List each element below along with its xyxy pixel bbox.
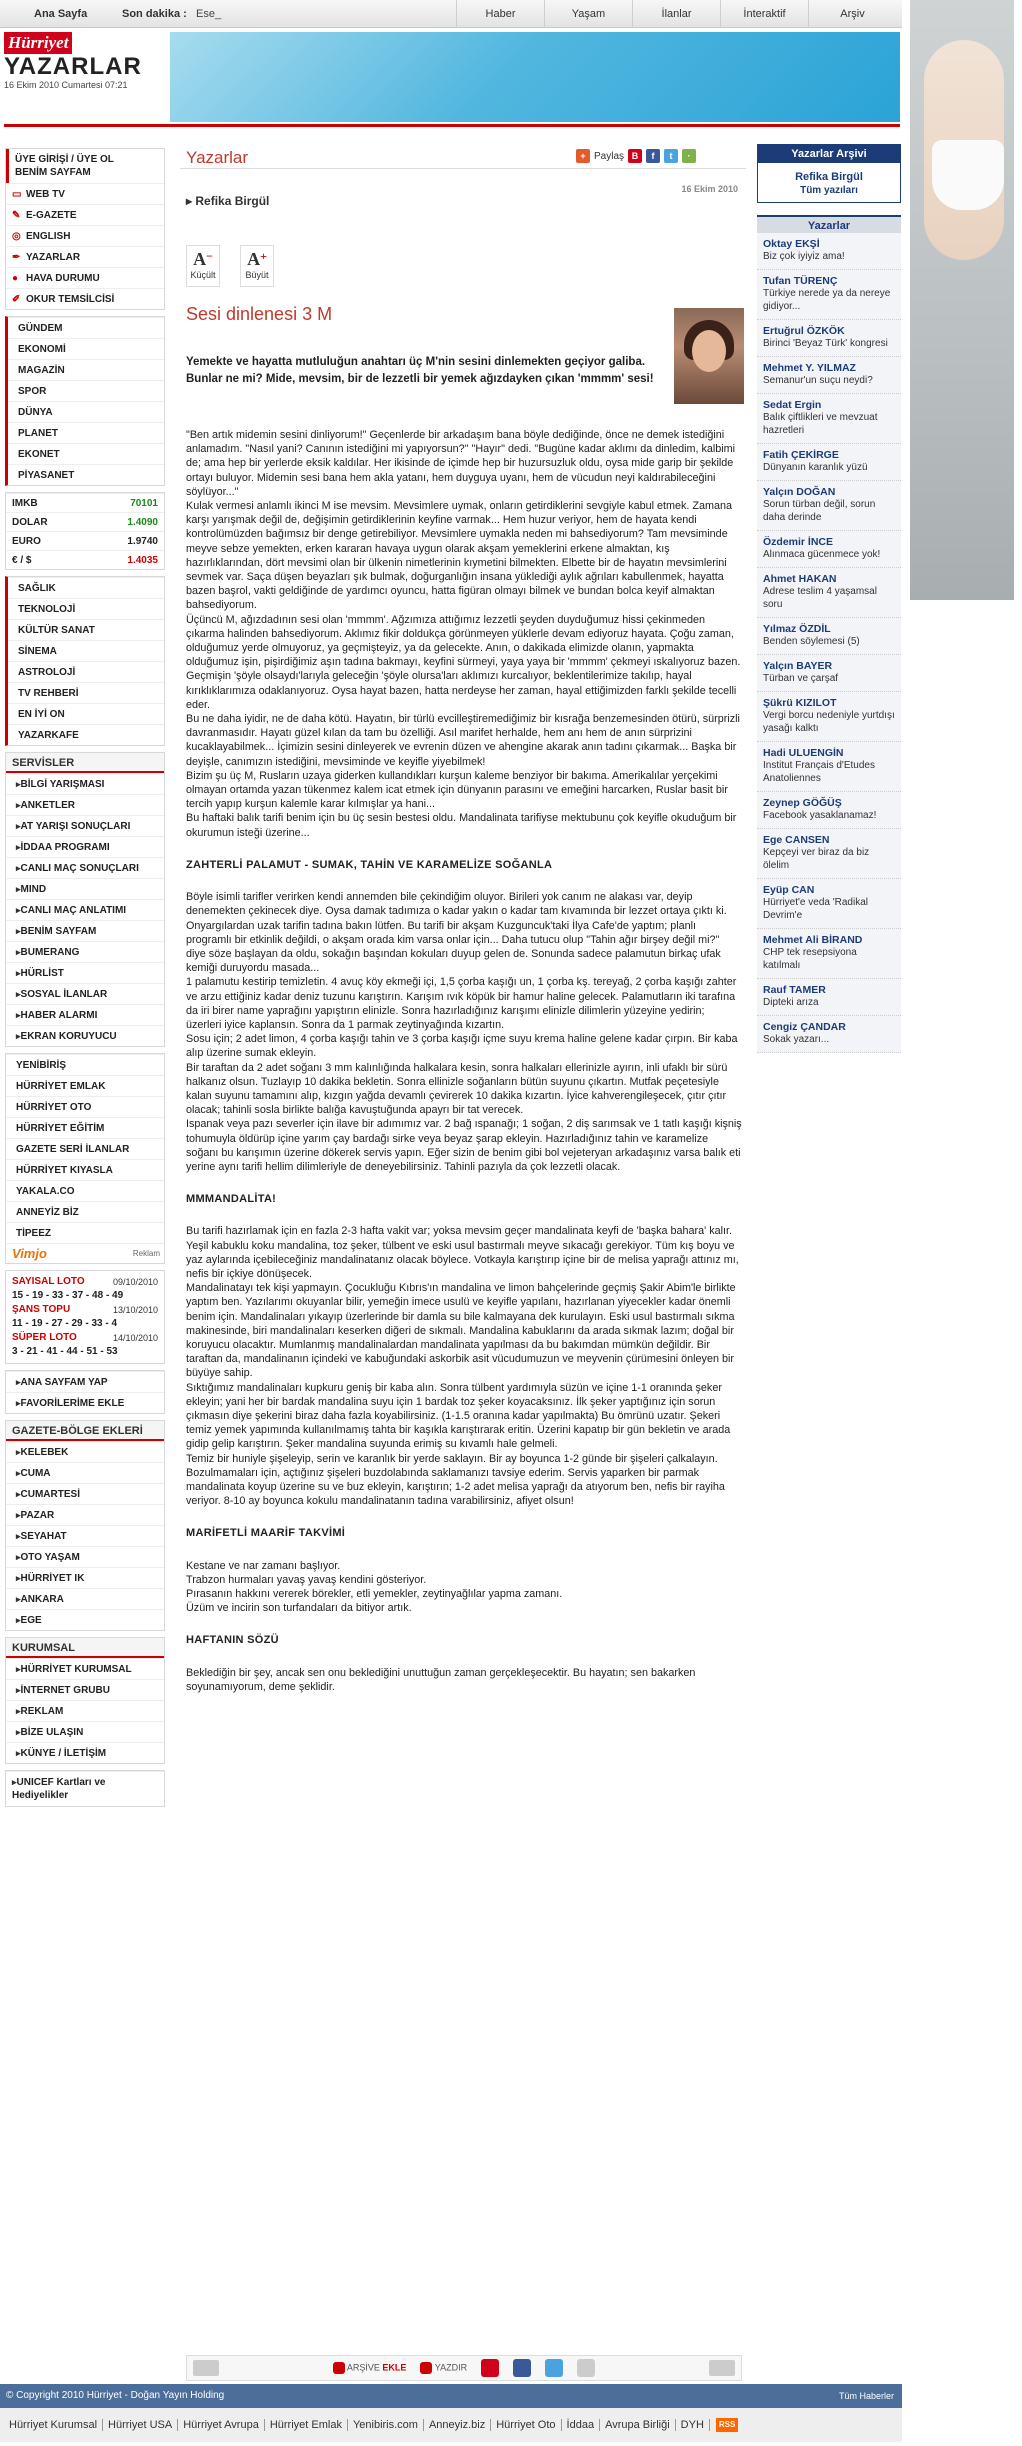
nav-item[interactable]: İlanlar xyxy=(632,0,720,28)
corporate-link[interactable]: ▸ KÜNYE / İLETİŞİM xyxy=(6,1742,164,1763)
top-button[interactable] xyxy=(709,2360,735,2376)
footer-link[interactable]: Hürriyet Emlak xyxy=(265,2419,348,2431)
regional-link[interactable]: ▸ CUMA xyxy=(6,1462,164,1483)
footer-link[interactable]: Yenibiris.com xyxy=(348,2419,424,2431)
service-label: WEB TV xyxy=(26,189,65,200)
topic-link[interactable]: SAĞLIK xyxy=(8,577,164,598)
footer-links xyxy=(0,2408,902,2442)
print-icon xyxy=(420,2362,432,2374)
writer-article-title[interactable]: Benden söylemesi (5) xyxy=(763,636,860,647)
writer-item[interactable] xyxy=(757,568,901,618)
service-link[interactable]: ▸ SOSYAL İLANLAR xyxy=(6,983,164,1004)
corporate-box xyxy=(5,1637,165,1764)
article-date: 16 Ekim 2010 xyxy=(681,184,738,194)
writer-list xyxy=(757,233,901,1053)
ad-image-detail xyxy=(932,140,1004,210)
topic-link[interactable]: TEKNOLOJİ xyxy=(8,598,164,619)
regional-link[interactable]: ▸ CUMARTESİ xyxy=(6,1483,164,1504)
lottery-box xyxy=(5,1270,165,1364)
regional-link[interactable]: ▸ OTO YAŞAM xyxy=(6,1546,164,1567)
market-row xyxy=(6,550,164,569)
rss-icon[interactable]: RSS xyxy=(716,2418,738,2432)
author-name[interactable]: ▸ Refika Birgül xyxy=(186,194,270,208)
writer-article-title[interactable]: Sokak yazarı... xyxy=(763,1034,830,1045)
font-decrease-button[interactable] xyxy=(186,245,220,287)
left-sidebar xyxy=(5,148,165,1813)
writer-item[interactable] xyxy=(757,481,901,531)
writer-article-title[interactable]: Adrese teslim 4 yaşamsal soru xyxy=(763,586,877,610)
writer-name[interactable]: Ertuğrul ÖZKÖK xyxy=(763,325,845,337)
service-item[interactable] xyxy=(6,204,164,225)
body-paragraph: Kestane ve nar zamanı başlıyor. Trabzon hurmaları yavaş yavaş kendini gösteriyor. Pırasanın hakkını vererek börekler, etli yemekler, zeytinyağlılar yapma zamanı. Üzüm ve incirin son turfandaları da bitiyor artık. xyxy=(186,1559,563,1615)
market-row xyxy=(6,493,164,512)
ad-label: Reklam xyxy=(132,1249,160,1258)
corporate-link[interactable]: ▸ HÜRRİYET KURUMSAL xyxy=(6,1658,164,1679)
writer-item[interactable] xyxy=(757,444,901,481)
lottery-header xyxy=(12,1303,158,1317)
regional-link[interactable]: ▸ PAZAR xyxy=(6,1504,164,1525)
lottery-name: SÜPER LOTO xyxy=(12,1332,77,1343)
partner-link[interactable]: HÜRRİYET OTO xyxy=(6,1096,164,1117)
login-link[interactable]: ÜYE GİRİŞİ / ÜYE OL BENİM SAYFAM xyxy=(6,149,164,183)
misc-link[interactable]: ▸ ANA SAYFAM YAP xyxy=(6,1371,164,1392)
add-label: EKLE xyxy=(382,2362,407,2373)
service-label: YAZARLAR xyxy=(26,252,81,263)
regional-title: GAZETE-BÖLGE EKLERİ xyxy=(6,1421,164,1441)
facebook-icon[interactable]: f xyxy=(646,149,660,163)
partner-links xyxy=(6,1054,164,1243)
service-label: OKUR TEMSİLCİSİ xyxy=(26,294,115,305)
writer-item[interactable] xyxy=(757,531,901,568)
font-increase-label: Büyüt xyxy=(245,270,269,280)
author-label: Refika Birgül xyxy=(195,194,270,208)
section-link[interactable]: GÜNDEM xyxy=(8,317,164,338)
writer-article-title[interactable]: Dipteki arıza xyxy=(763,997,819,1008)
writer-item[interactable] xyxy=(757,829,901,879)
font-decrease-label: Küçült xyxy=(190,270,216,280)
service-item[interactable] xyxy=(6,225,164,246)
nav-item[interactable]: Yaşam xyxy=(544,0,632,28)
service-link[interactable]: ▸ CANLI MAÇ SONUÇLARI xyxy=(6,857,164,878)
writer-name[interactable]: Hadi ULUENGİN xyxy=(763,747,844,759)
font-increase-icon: A+ xyxy=(247,249,267,269)
writer-article-title[interactable]: CHP tek resepsiyona katılmalı xyxy=(763,947,857,971)
right-sidebar xyxy=(757,144,901,1053)
writer-name[interactable]: Mehmet Y. YILMAZ xyxy=(763,362,856,374)
service-label: ENGLISH xyxy=(26,231,71,242)
body-paragraph: Beklediğin bir şey, ancak sen onu beklediğini unuttuğun zaman gerçekleşecektir. Bu hayatın; sen bakarken soyunamıyorum, deme şeklidir. xyxy=(186,1666,696,1693)
page-title: Yazarlar xyxy=(186,148,249,167)
partner-link[interactable]: YENİBİRİŞ xyxy=(6,1054,164,1075)
corporate-link[interactable]: ▸ REKLAM xyxy=(6,1700,164,1721)
partners-box xyxy=(5,1053,165,1264)
lottery-header xyxy=(12,1331,158,1345)
writer-name[interactable]: Tufan TÜRENÇ xyxy=(763,275,838,287)
footer-link[interactable]: Hürriyet Kurumsal xyxy=(4,2419,103,2431)
services-links xyxy=(6,773,164,1046)
share-bar xyxy=(576,146,748,166)
writer-item[interactable] xyxy=(757,357,901,394)
service-link[interactable]: ▸ EKRAN KORUYUCU xyxy=(6,1025,164,1046)
back-button[interactable] xyxy=(193,2360,219,2376)
service-list xyxy=(6,183,164,309)
writer-name[interactable]: Sedat Ergin xyxy=(763,399,822,411)
writer-item[interactable] xyxy=(757,692,901,742)
service-link[interactable]: ▸ ANKETLER xyxy=(6,794,164,815)
writer-item[interactable] xyxy=(757,879,901,929)
footer-link[interactable]: Avrupa Birliği xyxy=(600,2419,676,2431)
writer-item[interactable] xyxy=(757,233,901,270)
regional-link[interactable]: ▸ KELEBEK xyxy=(6,1441,164,1462)
globe-icon: ◎ xyxy=(12,231,21,242)
service-item[interactable] xyxy=(6,267,164,288)
section-link[interactable]: EKONET xyxy=(8,443,164,464)
article-body xyxy=(186,428,742,1694)
section-heading: HAFTANIN SÖZÜ xyxy=(186,1634,279,1647)
lottery-numbers: 11 - 19 - 27 - 29 - 33 - 4 xyxy=(12,1318,118,1329)
partner-link[interactable]: TİPEEZ xyxy=(6,1222,164,1243)
print-button[interactable] xyxy=(420,2362,467,2374)
services-title: SERVİSLER xyxy=(6,753,164,773)
font-size-controls xyxy=(186,245,274,287)
writer-article-title[interactable]: Alınmaca gücenmece yok! xyxy=(763,549,881,560)
corporate-links xyxy=(6,1658,164,1763)
market-value: 1.4035 xyxy=(127,555,158,566)
article-title: Sesi dinlenesi 3 M xyxy=(186,304,333,324)
topic-link[interactable]: EN İYİ ON xyxy=(8,703,164,724)
header-divider xyxy=(4,124,900,127)
mail-icon[interactable] xyxy=(577,2359,595,2377)
footer-link[interactable]: Anneyiz.biz xyxy=(424,2419,491,2431)
writer-article-title[interactable]: Facebook yasaklanamaz! xyxy=(763,810,877,821)
breaking-news-label: Son dakika : xyxy=(122,8,187,20)
section-link[interactable]: PİYASANET xyxy=(8,464,164,485)
writer-name[interactable]: Yalçın BAYER xyxy=(763,660,833,672)
unicef-link[interactable]: ▸ UNICEF Kartları ve Hediyelikler xyxy=(6,1771,164,1806)
archive-add-button[interactable] xyxy=(333,2362,407,2374)
footer-link[interactable]: Hürriyet Avrupa xyxy=(178,2419,265,2431)
lottery-result[interactable] xyxy=(6,1275,164,1303)
service-link[interactable]: ▸ MIND xyxy=(6,878,164,899)
footer-link[interactable]: Hürriyet USA xyxy=(103,2419,178,2431)
section-heading: MARİFETLİ MAARİF TAKVİMİ xyxy=(186,1527,346,1540)
market-name: EURO xyxy=(12,536,41,547)
partner-link[interactable]: GAZETE SERİ İLANLAR xyxy=(6,1138,164,1159)
nav-item[interactable]: Haber xyxy=(456,0,544,28)
writer-name[interactable]: Oktay EKŞİ xyxy=(763,238,820,250)
bs-icon[interactable]: B xyxy=(628,149,642,163)
writer-article-title[interactable]: Türban ve çarşaf xyxy=(763,673,839,684)
lottery-date: 13/10/2010 xyxy=(112,1305,158,1315)
service-link[interactable]: ▸ BUMERANG xyxy=(6,941,164,962)
writer-name[interactable]: Ahmet HAKAN xyxy=(763,573,837,585)
lottery-result[interactable] xyxy=(6,1331,164,1359)
writer-item[interactable] xyxy=(757,618,901,655)
title-divider xyxy=(180,168,746,169)
writer-item[interactable] xyxy=(757,979,901,1016)
writer-item[interactable] xyxy=(757,394,901,444)
nav-item[interactable]: Arşiv xyxy=(808,0,896,28)
writer-name[interactable]: Eyüp CAN xyxy=(763,884,815,896)
writer-article-title[interactable]: Sorun türban değil, sorun daha derinde xyxy=(763,499,876,523)
topic-list xyxy=(5,576,165,746)
lottery-name: SAYISAL LOTO xyxy=(12,1276,85,1287)
regional-link[interactable]: ▸ EGE xyxy=(6,1609,164,1630)
corporate-link[interactable]: ▸ İNTERNET GRUBU xyxy=(6,1679,164,1700)
font-decrease-icon: A− xyxy=(193,249,213,269)
writer-article-title[interactable]: Dünyanın karanlık yüzü xyxy=(763,462,868,473)
print-label: YAZDIR xyxy=(434,2362,468,2373)
recipe-heading: ZAHTERLİ PALAMUT - SUMAK, TAHİN VE KARAMELİZE SOĞANLA xyxy=(186,858,553,871)
writer-name[interactable]: Ege CANSEN xyxy=(763,834,830,846)
article-toolbar xyxy=(186,2355,742,2381)
login-box xyxy=(5,148,165,310)
service-link[interactable]: ▸ BENİM SAYFAM xyxy=(6,920,164,941)
topic-link[interactable]: KÜLTÜR SANAT xyxy=(8,619,164,640)
bs-icon[interactable] xyxy=(481,2359,499,2377)
partner-link[interactable]: ANNEYİZ BİZ xyxy=(6,1201,164,1222)
header-banner xyxy=(170,32,900,122)
footer-link[interactable]: Hürriyet Oto xyxy=(491,2419,561,2431)
site-logo[interactable] xyxy=(4,32,166,98)
skyscraper-ad[interactable] xyxy=(910,0,1014,600)
writer-article-title[interactable]: Türkiye nerede ya da nereye gidiyor... xyxy=(763,288,891,312)
body-paragraph: "Ben artık midemin sesini dinliyorum!" Geçenlerde bir arkadaşım bana böyle dediğinde, önce ne demek istediğini anlamadım. "Nasıl yani? Canının istediğini mi yapıyorsun?" "Hayır" dedi. "Bugüne kadar aklımı da dinledim, kalbimi de; ama hep bir yerlerde eksik kaldılar. Her ikisinde de içimde hep bir huzursuzluk oldu, oysa mide garip bir şekilde ortayı buluyor. Midemin sesi bana hem akla yatanı, hem duyguya uyanı, hem de vücudun neyi kaldırabileceğini söylüyor..." Kulak vermesi anlamlı ikinci M ise mevsim. Mevsimlere uymak, onların getirdiklerini sevgiyle kabul etmek. Zamana karşı yarışmak değil de, değişimin getirdiklerinin keyfine varmak... Hem huzur veriyor, hem de hayata kendi kontrolümüzden bağımsız bir denge getirebiliyor. Mevsimlere uymakla neden mi bahsediyorum? Tam mevsiminde meyve sebze yemekten, erken kararan havaya uygun olarak akşam yemeklerini erkene almaktan, kış hazırlıklarından, dört mevsimi olan bir ülkenin nimetlerinin kıymetini bilmekten. Elbette bir de hayatın mevsimlerini sevmek var. Saça düşen beyazları şık bulmak, doğurganlığın insana yüklediği aylık ağrıları kabullenmek, hayatta bazen başrol, vakti geldiğinde de yardımcı oyuncu, hatta figüran olmayı bilmek ve bundan bolca keyif almaktan bahsediyorum. Üçüncü M, ağızdadının sesi olan 'mmmm'. Ağzımıza attığımız lezzetli şeyden duyduğumuz hissi çekinmeden çıkarma halinden bahsediyorum. Aklımız fikir doldukça görünmeyen yüklerle devam ediyoruz hayata. Çoğu zaman, olduğumuz yerde olmuyoruz, ya geçmişteyiz, ya da gelecekte. Anın, o dakikada elimizde olanın, yapmakta olduğumuz işin, pişirdiğimiz aşın tadına bakmayı, keyfini sürmeyi, yaya yaya bir 'mmmm' çekmeyi ıskalıyoruz bazen. Geçmişin 'şöyle olsaydı'larıyla geleceğin 'şöyle olursa'ları aklımızı kurcalıyor, beklentilerimize takılıp, hayal kırıklıklarımıza odaklanıyoruz. Oysa hayat bazen, hatta nerdeyse her zaman, hayal ettiğimizden farklı şekilde tecelli eder. Bu ne daha iyidir, ne de daha kötü. Hayatın, bir türlü evcilleştiremediğimiz bir kısrağa benzemesinden ötürü, sürprizli davranmasıdır. Hayatı güzel kılan da tam bu özelliği. Asıl marifet herhalde, hem anı hem de anın sürprizini kucaklayabilmek... İçimizin sesini dinleyerek ve evrenin düzen ve ahengine akarak anın tadını çıkarmak... Başka bir deyişle, canımızın istediğini, mevsiminde ve keyifle yiyebilmek! Bizim şu üç M, Rusların uzaya giderken kullandıkları kurşun kaleme benziyor bir bakıma. Amerikalılar yerçekimi olmayan ortamda yazan tükenmez kalem icat etmek için dünyanın parasını ve emeğini harcarken, Ruslar basit bir tercih yapıp kurşun kalemle karar kılmışlar ya hani... Bu haftaki balık tarifi benim için bu üç sesin bestesi oldu. Mandalinata tarifiyse mektubunu çok keyifle okuduğum bir okurumun isteği üzerine... xyxy=(186,429,741,839)
font-increase-button[interactable] xyxy=(240,245,274,287)
writer-name[interactable]: Mehmet Ali BİRAND xyxy=(763,934,863,946)
unicef-box xyxy=(5,1770,165,1807)
article-column xyxy=(176,140,748,2380)
tv-icon: ▭ xyxy=(12,189,22,200)
service-item[interactable] xyxy=(6,183,164,204)
writer-article-title[interactable]: Institut Français d'Etudes Anatoliennes xyxy=(763,760,875,784)
market-value: 1.9740 xyxy=(127,536,158,547)
writer-article-title[interactable]: Kepçeyi ver biraz da biz ölelim xyxy=(763,847,870,871)
misc-link[interactable]: ▸ FAVORİLERİME EKLE xyxy=(6,1392,164,1413)
misc-links xyxy=(5,1370,165,1414)
breaking-news-ticker[interactable]: Ese_ xyxy=(196,8,222,20)
nav-item[interactable]: İnteraktif xyxy=(720,0,808,28)
partner-link[interactable]: HÜRRİYET EĞİTİM xyxy=(6,1117,164,1138)
lottery-name: ŞANS TOPU xyxy=(12,1304,71,1315)
topic-link[interactable]: YAZARKAFE xyxy=(8,724,164,745)
writer-name[interactable]: Yılmaz ÖZDİL xyxy=(763,623,831,635)
footer-bar xyxy=(0,2384,902,2408)
partner-link[interactable]: HÜRRİYET EMLAK xyxy=(6,1075,164,1096)
writer-article-title[interactable]: Biz çok iyiyiz ama! xyxy=(763,251,845,262)
body-paragraph: Böyle isimli tarifler verirken kendi annemden bile çekindiğim oluyor. Birileri yok canım ne alakası var, deyip denemekten çekinecek diye. Oysa damak tadımıza o kadar yakın o kadar tam kıvamında bir lezzet ortaya çıktı ki. Onyargılardan uzak tarifin tadına bakın lütfen. Bu tarifi bir akşam Kuzguncuk'taki İlya Cafe'de yaptım; planlı programlı bir etkinlik değildi, o akşam orada kim varsa onlar için... Daha tutucu olup "Tahin ağır birşey değil mi?" diye söze başlayan da oldu, sokağın başından kokuları duyup gelen de. Sonunda sadece palamutun birkaç ufak kemiği duruyordu masada... 1 palamutu kestirip temizletin. 4 avuç köy ekmeği içi, 1,5 çorba kaşığı un, 1 çorba kş. tereyağ, 2 çorba kaşığı zahter ve arzu ettiğiniz kadar deniz tuzunu karıştırın. Karışım ıvık köpük bir hamur haline gelecek. Palamutların iki tarafına da iri birer name yaprağını yapıştırın elinizle. Sonra hazırladığınız karışımı elinizle dilimlerin yüzeyine yedirin; üzerleri iyice kaplansın. Sonra da 1 parmak zeytinyağında kızartın. Sosu için; 2 adet limon, 4 çorba kaşığı tahin ve 3 çorba kaşığı içme suyu krema haline gelene kadar çırpın. Bir kaba alıp üzerine sumak ekleyin. Bir taraftan da 2 adet soğanı 3 mm kalınlığında halkalara kesin, sonra halkaları ellerinizle ayırın, inli ufaklı bir sürü halkanız olsun. Tuzlayıp 10 dakika bekletin. Sonra ellinizle soğanların bütün suyunu çıkartın. Mutfak peçetesiyle kalan suyunu tamamını alıp, kızgın yağda devamlı çevirerek 10 dakika kızartın. İyice kahverengileşecek, çıtır çıtır olacak; tahinli sosla birlikte balığa kavuştuğunda apayrı bir tat verecek. Ispanak veya pazı severler için ilave bir adımımız var. 2 bağ ıspanağı; 1 soğan, 2 diş sarımsak ve 1 tatlı kaşığı kişniş tohumuyla öldürüp içine yarım çay bardağı sirke veya beyaz şarap ekleyin. Hazırladığınız tahin ve karamelize soğanı bu karışımın üzerine dökerek servis yapın. Eğer sizin de benim gibi bol vejeteryan arkadaşınız varsa balık eti yerine aynı tarifi hellim dilimleriyle de deneyebilirsiniz. Tahinli pazıyla da çok lezzetli olacak. xyxy=(186,891,742,1173)
writer-name[interactable]: Cengiz ÇANDAR xyxy=(763,1021,846,1033)
footer-link[interactable]: İddaa xyxy=(562,2419,601,2431)
service-link[interactable]: ▸ AT YARIŞI SONUÇLARI xyxy=(6,815,164,836)
all-articles-link[interactable]: Tüm yazıları xyxy=(800,185,858,196)
market-value: 70101 xyxy=(130,498,158,509)
copyright: © Copyright 2010 Hürriyet - Doğan Yayın Holding xyxy=(6,2390,225,2401)
writer-name[interactable]: Fatih ÇEKİRGE xyxy=(763,449,839,461)
section-link[interactable]: DÜNYA xyxy=(8,401,164,422)
market-row xyxy=(6,512,164,531)
corporate-title: KURUMSAL xyxy=(6,1638,164,1658)
section-link[interactable]: PLANET xyxy=(8,422,164,443)
topic-link[interactable]: ASTROLOJİ xyxy=(8,661,164,682)
service-item[interactable] xyxy=(6,288,164,309)
writer-archive-box xyxy=(757,144,901,203)
service-link[interactable]: ▸ HÜRLİST xyxy=(6,962,164,983)
writer-item[interactable] xyxy=(757,320,901,357)
regional-links xyxy=(6,1441,164,1630)
writer-name[interactable]: Zeynep GÖĞÜŞ xyxy=(763,797,842,809)
lottery-result[interactable] xyxy=(6,1303,164,1331)
market-value: 1.4090 xyxy=(127,517,158,528)
writer-item[interactable] xyxy=(757,1016,901,1053)
pen-icon: ✒ xyxy=(12,252,21,263)
photo-face xyxy=(692,330,726,372)
regional-box xyxy=(5,1420,165,1631)
friendfeed-icon[interactable]: · xyxy=(682,149,696,163)
writer-article-title[interactable]: Semanur'un suçu neydi? xyxy=(763,375,873,386)
weather-icon: ● xyxy=(12,273,19,284)
share-label[interactable]: Paylaş xyxy=(594,150,625,162)
vimjo-row[interactable] xyxy=(6,1243,164,1263)
writer-article-title[interactable]: Vergi borcu nedeniyle yurtdışı yasağı kalktı xyxy=(763,710,895,734)
body-paragraph: Bu tarifi hazırlamak için en fazla 2-3 hafta vakit var; yoksa mevsim geçer mandalinata keyfi de 'başka bahara' kalır. Yeşil kabuklu koku mandalina, toz şeker, tülbent ve eski usul bastırmalı meyve sıkacağı gerekiyor. Tüm kış boyu ve yaz aylarında içebileceğiniz mandalinatanız olacak böylece. Votkayla karıştırıp içine bir de melisa yaprağı attınız mı, nefis bir içkiye dönüşecek. Mandalinatayı tek kişi yapmayın. Çocukluğu Kıbrıs'ın mandalina ve limon bahçelerinde geçmiş Şakir Abim'le birlikte yaptım ben. Yazılarımı okuyanlar bilir, yemeğin imece usulü ve keyifle yapılanı, hazırlanan yiyecekler kadar önemli benim için. Mandalinaları yıkayıp üzerlerinde bir damla su bile kalmayana dek kurulayın. Eski usul bastırmalı sıkma makinesinde, biri mandalinaları keserken diğeri de sıkmalı. Mandalina kabuklarını da arada sıkmak lazım; doğal bir koruyucu olacaktır. Mumlanmış mandalinalardan mandalinata yapılması da bu bakımdan mümkün değildir. Bir taraftan da, mandalinanın içindeki ve kabuğundaki askorbik asit vücudumuzun ve meyvenin çürümesini önleyen bir büyüye sahip. Sıktığımız mandalinaları kupkuru geniş bir kaba alın. Sonra tülbent yardımıyla süzün ve içine 1-1 oranında şeker ekleyin; yani her bir bardak mandalina suyu için 1 bardak toz şeker koyacaksınız. İlk şeker yaptığınız için sorun çıkmasın diye şekerini biraz daha fazla koyabilirsiniz. (1-1.5 oranına kadar yapılmakta) Bu ömrünü uzatır. Şekeri temiz yemek yapımında kullanılmamış tahta bir kaşıkla karıştırarak eritin. Üzerini kapatıp bir gün bekletin ve arada gidip gelip karıştırın. Şeker mandalina suyunda erimiş su kıvamlı hale gelmeli. Temiz bir huniyle şişeleyip, serin ve karanlık bir yerde saklayın. Bir ay boyunca 1-2 günde bir şişeleri çalkalayın. Bozulmamaları için, açtığınız şişeleri buzdolabında saklamanızı tavsiye ederim. Servis yaparken bir parmak mandalinata koyup üzerine su ve buz ekleyin, karıştırın; 1-2 adet melisa yaprağı da atıyorum ben, nefis bir rayiha veriyor. 8-10 ay boyunca kokulu mandalinatanın tadına varabilirsiniz, afiyet olsun! xyxy=(186,1225,739,1508)
writers-box xyxy=(757,215,901,1053)
section-list xyxy=(5,316,165,486)
writer-article-title[interactable]: Hürriyet'e veda 'Radikal Devrim'e xyxy=(763,897,868,921)
writer-name[interactable]: Özdemir İNCE xyxy=(763,536,834,548)
writer-item[interactable] xyxy=(757,742,901,792)
corporate-link[interactable]: ▸ BİZE ULAŞIN xyxy=(6,1721,164,1742)
writers-title: Yazarlar xyxy=(757,215,901,233)
writer-item[interactable] xyxy=(757,792,901,829)
writer-name[interactable]: Rauf TAMER xyxy=(763,984,826,996)
author-photo xyxy=(674,308,744,404)
lottery-date: 09/10/2010 xyxy=(112,1277,158,1287)
topic-link[interactable]: SİNEMA xyxy=(8,640,164,661)
market-row xyxy=(6,531,164,550)
pencil-icon: ✐ xyxy=(12,294,21,305)
archive-icon xyxy=(333,2362,345,2374)
writer-item[interactable] xyxy=(757,270,901,320)
service-link[interactable]: ▸ HABER ALARMI xyxy=(6,1004,164,1025)
header-date: 16 Ekim 2010 Cumartesi 07:21 xyxy=(4,80,128,90)
top-bar xyxy=(0,0,902,28)
archive-title: Yazarlar Arşivi xyxy=(758,145,900,163)
market-box xyxy=(5,492,165,570)
services-box xyxy=(5,752,165,1047)
home-link[interactable]: Ana Sayfa xyxy=(34,8,88,20)
regional-link[interactable]: ▸ SEYAHAT xyxy=(6,1525,164,1546)
service-item[interactable] xyxy=(6,246,164,267)
service-label: HAVA DURUMU xyxy=(26,273,100,284)
section-link[interactable]: EKONOMİ xyxy=(8,338,164,359)
section-link[interactable]: MAGAZİN xyxy=(8,359,164,380)
service-label: E-GAZETE xyxy=(26,210,77,221)
regional-link[interactable]: ▸ HÜRRİYET IK xyxy=(6,1567,164,1588)
market-name: € / $ xyxy=(12,555,32,566)
brand-logo: Hürriyet xyxy=(4,32,72,54)
twitter-icon[interactable]: t xyxy=(664,149,678,163)
writer-item[interactable] xyxy=(757,655,901,692)
market-name: IMKB xyxy=(12,498,38,509)
partner-link[interactable]: YAKALA.CO xyxy=(6,1180,164,1201)
service-link[interactable]: ▸ CANLI MAÇ ANLATIMI xyxy=(6,899,164,920)
writer-article-title[interactable]: Birinci 'Beyaz Türk' kongresi xyxy=(763,338,888,349)
section-link[interactable]: SPOR xyxy=(8,380,164,401)
footer-link[interactable]: DYH xyxy=(676,2419,710,2431)
all-news-link[interactable]: Tüm Haberler xyxy=(838,2391,894,2401)
archive-author[interactable]: Refika Birgül xyxy=(795,171,863,183)
writer-name[interactable]: Yalçın DOĞAN xyxy=(763,486,836,498)
regional-link[interactable]: ▸ ANKARA xyxy=(6,1588,164,1609)
plus-icon[interactable]: + xyxy=(576,149,590,163)
lottery-numbers: 3 - 21 - 41 - 44 - 51 - 53 xyxy=(12,1346,118,1357)
facebook-icon[interactable] xyxy=(513,2359,531,2377)
topic-link[interactable]: TV REHBERİ xyxy=(8,682,164,703)
writer-item[interactable] xyxy=(757,929,901,979)
lottery-date: 14/10/2010 xyxy=(112,1333,158,1343)
lottery-header xyxy=(12,1275,158,1289)
article-lead: Yemekte ve hayatta mutluluğun anahtarı üç M'nin sesini dinlemekten geçiyor galiba. Bunlar ne mi? Mide, mevsim, bir de lezzetli bir yemek ağızdayken çıkan 'mmmm' sesi! xyxy=(186,356,654,385)
vimjo-logo: Vimjo xyxy=(12,1246,47,1261)
section-logo: YAZARLAR xyxy=(4,53,142,80)
writer-article-title[interactable]: Balık çiftlikleri ve mevzuat hazretleri xyxy=(763,412,878,436)
writer-name[interactable]: Şükrü KIZILOT xyxy=(763,697,837,709)
newspaper-icon: ✎ xyxy=(12,210,21,221)
archive-label: ARŞİVE xyxy=(346,2362,380,2373)
recipe-heading: MMMANDALİTA! xyxy=(186,1193,277,1206)
service-link[interactable]: ▸ BİLGİ YARIŞMASI xyxy=(6,773,164,794)
twitter-icon[interactable] xyxy=(545,2359,563,2377)
lottery-numbers: 15 - 19 - 33 - 37 - 48 - 49 xyxy=(12,1290,124,1301)
main-nav xyxy=(456,0,896,28)
partner-link[interactable]: HÜRRİYET KIYASLA xyxy=(6,1159,164,1180)
market-name: DOLAR xyxy=(12,517,48,528)
service-link[interactable]: ▸ İDDAA PROGRAMI xyxy=(6,836,164,857)
